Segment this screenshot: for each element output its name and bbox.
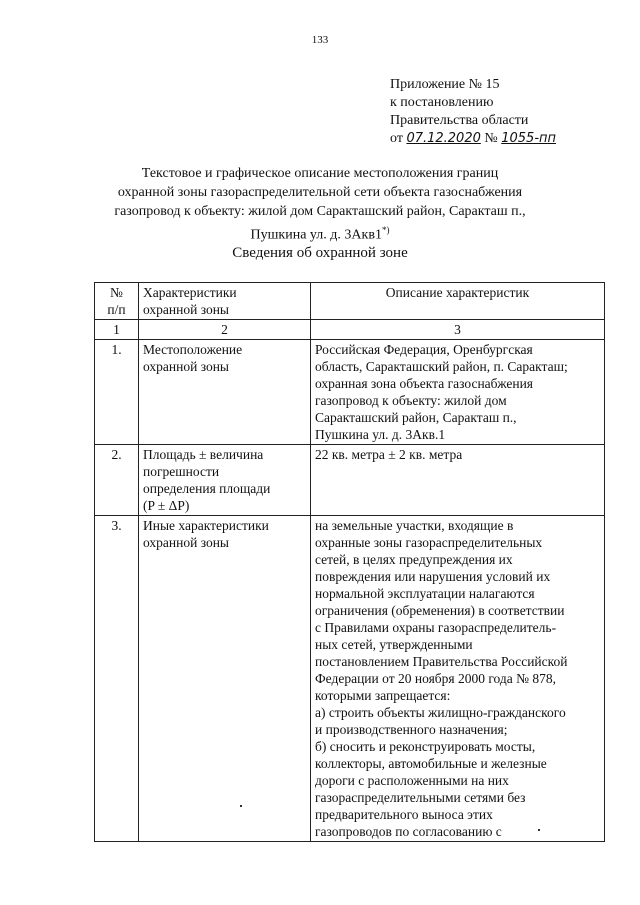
header-description: Описание характеристик [311, 283, 605, 320]
row-name [139, 516, 311, 842]
title-line: Текстовое и графическое описание местоположения границ [141, 166, 499, 181]
cell-line: погрешности [143, 464, 220, 479]
page-number: 133 [311, 34, 329, 46]
column-number: 1 [95, 320, 139, 340]
cell-line: с Правилами охраны газораспределитель- [315, 620, 557, 635]
column-number: 3 [311, 320, 605, 340]
cell-line: предварительного выноса этих [315, 807, 493, 822]
cell-line: коллекторы, автомобильные и железные [315, 756, 547, 771]
annex-line: Приложение № 15 [390, 77, 500, 92]
cell-line: газораспределительными сетями без [315, 790, 526, 805]
protection-zone-table [94, 282, 605, 842]
cell-line: определения площади [143, 481, 271, 496]
title-line: газопровод к объекту: жилой дом Саракташский район, Саракташ п., [114, 204, 526, 219]
cell-line: охранные зоны газораспределительных [315, 535, 543, 550]
table-row [95, 340, 605, 445]
scan-speck [538, 829, 540, 831]
cell-line: а) строить объекты жилищно-гражданского [315, 705, 566, 720]
scan-speck [240, 805, 242, 807]
annex-line: Правительства области [390, 113, 529, 128]
header-text: п/п [107, 302, 126, 317]
annex-line: к постановлению [390, 95, 494, 110]
cell-line: Местоположение [143, 342, 243, 357]
handwritten-date: 07.12.2020 [406, 131, 481, 146]
cell-line: охранная зона объекта газоснабжения [315, 376, 534, 391]
column-number-row [95, 320, 605, 340]
header-characteristics [139, 283, 311, 320]
cell-line: (P ± ΔP) [143, 498, 190, 513]
cell-line: Площадь ± величина [143, 447, 264, 462]
row-description [311, 445, 605, 516]
row-name [139, 340, 311, 445]
handwritten-number: 1055-пп [501, 131, 557, 146]
table-row [95, 516, 605, 842]
cell-line: повреждения или нарушения условий их [315, 569, 551, 584]
cell-line: Пушкина ул. д. 3Акв.1 [315, 427, 446, 442]
cell-line: ограничения (обременения) в соответствии [315, 603, 565, 618]
cell-line: Иные характеристики [143, 518, 269, 533]
header-text: Характеристики [143, 285, 237, 300]
from-label: от [390, 131, 403, 146]
section-subtitle: Сведения об охранной зоне [232, 245, 408, 261]
row-num: 2. [95, 445, 139, 516]
cell-line: газопроводов по согласованию с [315, 824, 502, 839]
cell-line: б) сносить и реконструировать мосты, [315, 739, 536, 754]
cell-line: которыми запрещается: [315, 688, 451, 703]
cell-line: Федерации от 20 ноября 2000 года № 878, [315, 671, 557, 686]
header-text: № [110, 285, 123, 300]
row-description [311, 340, 605, 445]
cell-line: газопровод к объекту: жилой дом [315, 393, 507, 408]
cell-line: нормальной эксплуатации налагаются [315, 586, 535, 601]
annex-date-line [390, 130, 556, 148]
document-title [95, 164, 545, 245]
cell-line: сетей, в целях предупреждения их [315, 552, 513, 567]
cell-line: область, Саракташский район, п. Саракташ; [315, 359, 568, 374]
cell-line: охранной зоны [143, 359, 230, 374]
cell-line: дороги с расположенными на них [315, 773, 509, 788]
table-row [95, 445, 605, 516]
footnote-mark: *) [381, 225, 390, 235]
cell-line: постановлением Правительства Российской [315, 654, 568, 669]
cell-line: на земельные участки, входящие в [315, 518, 514, 533]
title-line: Пушкина ул. д. 3Акв1 [250, 227, 382, 243]
header-text: охранной зоны [143, 302, 230, 317]
cell-line: и производственного назначения; [315, 722, 508, 737]
row-name [139, 445, 311, 516]
cell-line: охранной зоны [143, 535, 230, 550]
cell-line: ных сетей, утвержденными [315, 637, 473, 652]
cell-line: 22 кв. метра ± 2 кв. метра [315, 447, 463, 462]
column-number: 2 [139, 320, 311, 340]
number-label: № [484, 131, 498, 146]
row-description [311, 516, 605, 842]
row-num: 1. [95, 340, 139, 445]
row-num: 3. [95, 516, 139, 842]
title-line-last [95, 221, 545, 245]
title-line: охранной зоны газораспределительной сети объекта газоснабжения [117, 185, 523, 200]
annex-block [390, 76, 556, 148]
table-header-row [95, 283, 605, 320]
cell-line: Российская Федерация, Оренбургская [315, 342, 533, 357]
header-num [95, 283, 139, 320]
cell-line: Саракташский район, Саракташ п., [315, 410, 517, 425]
